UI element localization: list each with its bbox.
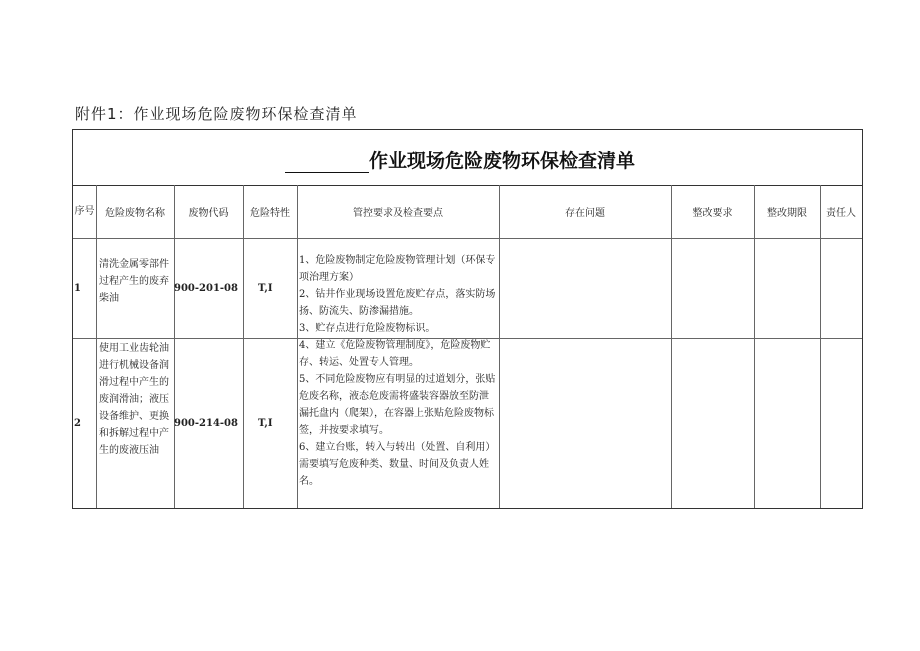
table-title: 作业现场危险废物环保检查清单 (369, 150, 636, 172)
requirement-item: 6、建立台账，转入与转出（处置、自利用）需要填写危废种类、数量、时间及负责人姓名。 (299, 442, 496, 487)
row-2-name: 使用工业齿轮油进行机械设备润滑过程中产生的废润滑油；液压设备维护、更换和拆解过程中产生的废液压油 (99, 343, 169, 456)
header-no: 序号 (74, 205, 95, 217)
header-code: 废物代码 (188, 208, 229, 219)
header-fix: 整改要求 (692, 208, 733, 219)
header-owner: 责任人 (826, 208, 856, 219)
row-1-no: 1 (74, 283, 81, 294)
checklist-table (72, 129, 863, 509)
row-1-code: 900-201-08 (174, 283, 238, 294)
row-2-code: 900-214-08 (174, 418, 238, 429)
row-2-hazard: T,I (258, 418, 273, 429)
title-underline (285, 172, 369, 173)
requirement-item: 3、贮存点进行危险废物标识。 (299, 323, 436, 334)
row-1-hazard: T,I (258, 283, 273, 294)
requirements-list (299, 252, 497, 490)
header-hazard: 危险特性 (250, 208, 290, 219)
header-name: 危险废物名称 (105, 208, 165, 219)
row-1-name: 清洗金属零部件过程产生的废弃柴油 (99, 259, 169, 304)
requirement-item: 2、钻井作业现场设置危废贮存点，落实防场扬、防流失、防渗漏措施。 (299, 289, 496, 317)
attachment-title: 附件1：作业现场危险废物环保检查清单 (75, 105, 358, 123)
header-issues: 存在问题 (565, 208, 605, 219)
header-deadline: 整改期限 (767, 208, 807, 219)
requirement-item: 5、不同危险废物应有明显的过道划分，张贴危废名称，液态危废需将盛装容器放至防泄漏托盘内（爬架），在容器上张贴危险废物标签，并按要求填写。 (299, 374, 496, 436)
header-requirements: 管控要求及检查要点 (353, 208, 443, 219)
requirement-item: 1、危险废物制定危险废物管理计划（环保专项治理方案） (299, 255, 496, 283)
table-title-row (73, 130, 862, 186)
row-2-no: 2 (74, 418, 81, 429)
requirement-item: 4、建立《危险废物管理制度》，危险废物贮存、转运、处置专人管理。 (299, 340, 491, 368)
grid-line (73, 238, 862, 239)
